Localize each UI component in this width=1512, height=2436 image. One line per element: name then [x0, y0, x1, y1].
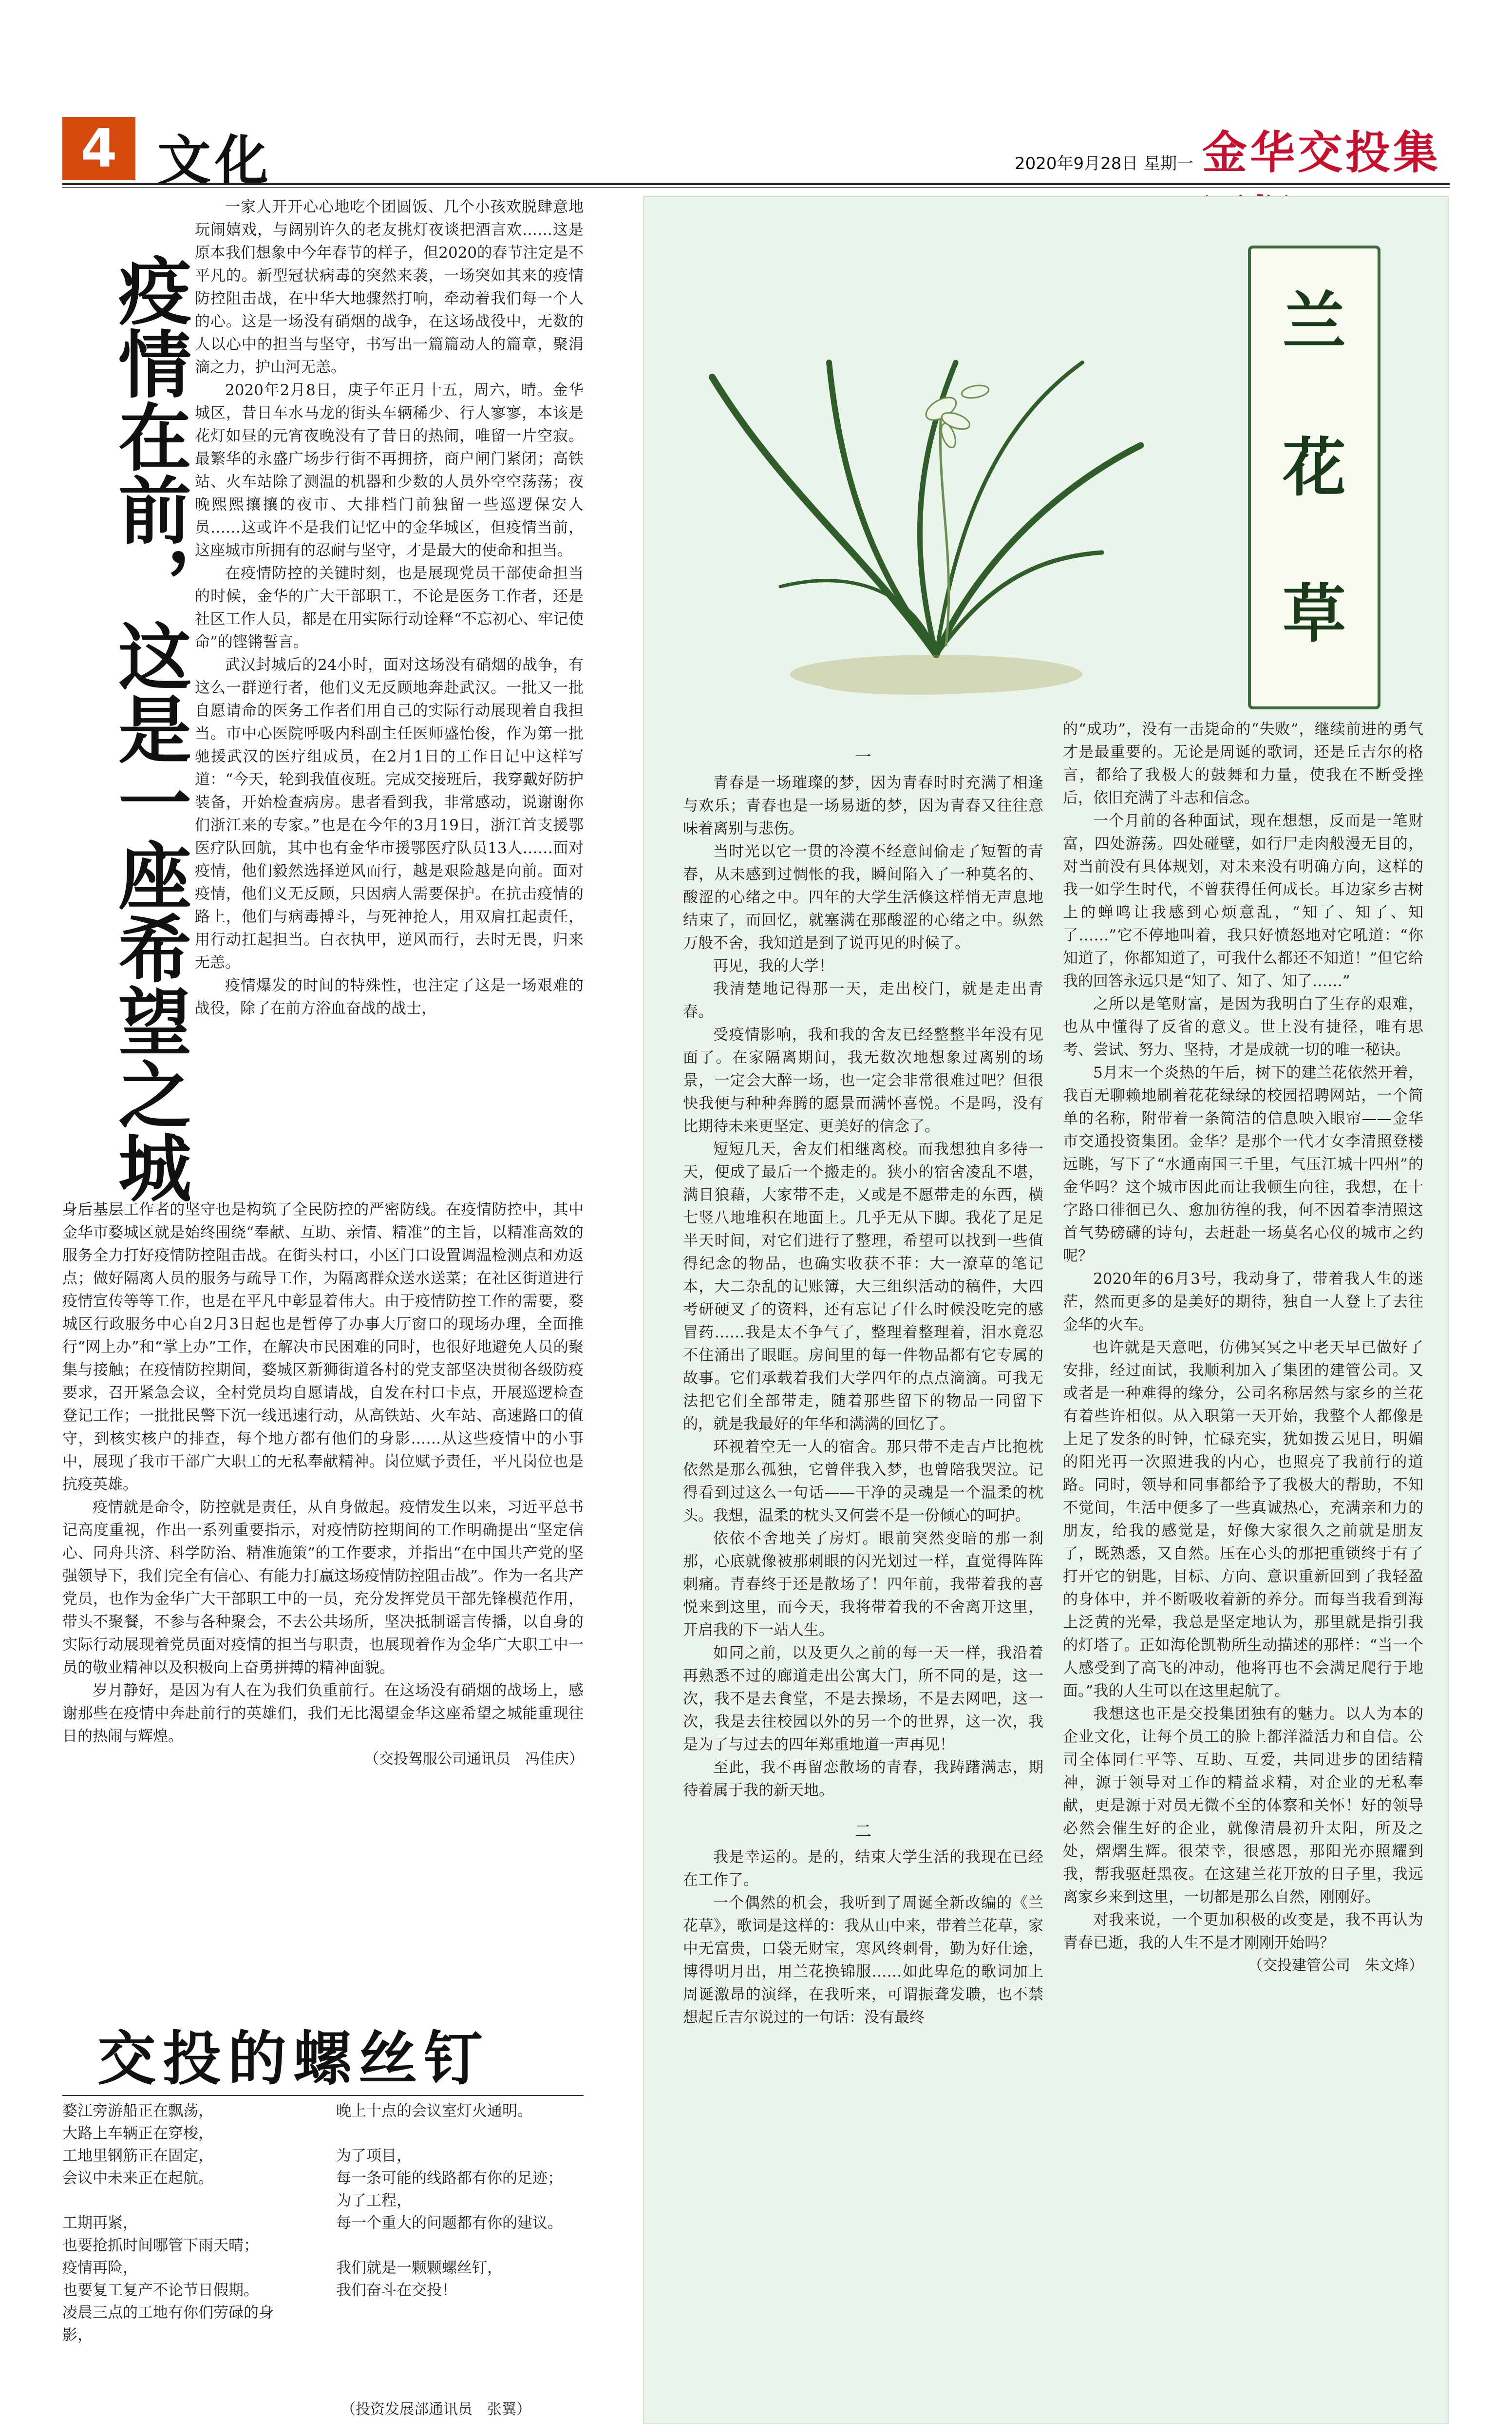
poem-line: 我们奋斗在交投！: [336, 2282, 457, 2299]
section-marker: 一: [855, 747, 871, 767]
paragraph: 当时光以它一贯的冷漠不经意间偷走了短暂的青春，从未感到过惆怅的我，瞬间陷入了一种莫名的、酸涩的心绪之中。四年的大学生活倏这样悄无声息地结束了，而回忆，就塞满在那酸涩的心绪之中。纵然万般不舍，我知道是到了说再见的时候了。: [683, 843, 1043, 952]
paragraph: 我想这也正是交投集团独有的魅力。以人为本的企业文化，让每个员工的脸上都洋溢活力和自信。公司全体同仁平等、互助、互爱，共同进步的团结精神，源于领导对工作的精益求精，对企业的无私奉献，更是源于对员无微不至的体察和关怀！好的领导必然会催生好的企业，就像清晨初升太阳，所及之处，熠熠生辉。很荣幸，很感恩，那阳光亦照耀到我，帮我驱赶黑夜。在这建兰花开放的日子里，我远离家乡来到这里，一切都是那么自然，刚刚好。: [1063, 1705, 1423, 1906]
publication-weekday: 星期一: [1144, 154, 1193, 173]
poem-line: 也要复工复产不论节日假期。: [62, 2282, 259, 2299]
paragraph: 受疫情影响，我和我的舍友已经整整半年没有见面了。在家隔离期间，我无数次地想象过离别的场景，一定会大醉一场，也一定会非常很难过吧？但很快我便与种种奔腾的愿景而满怀喜悦。不是吗，没有比期待未来更坚定、更美好的信念了。: [683, 1026, 1043, 1135]
paragraph: 在疫情防控的关键时刻，也是展现党员干部使命担当的时候，金华的广大干部职工，不论是医务工作者，还是社区工作人员，都是在用实际行动诠释“不忘初心、牢记使命”的铿锵誓言。: [195, 565, 584, 651]
page-number: 4: [62, 117, 135, 180]
poem-column-1: [62, 2100, 301, 2346]
paragraph: 如同之前，以及更久之前的每一天一样，我沿着再熟悉不过的廊道走出公寓大门，所不同的是，这一次，我不是去食堂，不是去操场，不是去网吧，这一次，我是去往校园以外的另一个的世界，这一次，我是为了与过去的四年郑重地道一声再见！: [683, 1644, 1043, 1753]
poem-line: [336, 2234, 575, 2257]
poem-line: 为了工程，: [336, 2192, 412, 2209]
paragraph: 之所以是笔财富，是因为我明白了生存的艰难，也从中懂得了反省的意义。世上没有捷径，唯有思考、尝试、努力、坚持，才是成就一切的唯一秘诀。: [1063, 995, 1423, 1059]
paragraph: 我清楚地记得那一天，走出校门，就是走出青春。: [683, 980, 1043, 1021]
orchid-illustration: [683, 216, 1170, 713]
poem-title: 交投的螺丝钉: [97, 2025, 489, 2093]
paragraph: 对我来说，一个更加积极的改变是，我不再认为青春已逝，我的人生不是才刚刚开始吗？: [1063, 1911, 1423, 1952]
paragraph: 疫情就是命令，防控就是责任，从自身做起。疫情发生以来，习近平总书记高度重视，作出一系列重要指示，对疫情防控期间的工作明确提出“坚定信心、同舟共济、科学防治、精准施策”的工作要求，并指出“在中国共产党的坚强领导下，我们完全有信心、有能力打赢这场疫情防控阻击战”。作为一名共产党员，也作为金华广大干部职工中的一员，充分发挥党员干部先锋模范作用，带头不聚餐，不参与各种聚会，不去公共场所，坚决抵制谣言传播，以自身的实际行动展现着党员面对疫情的担当与职责，也展现着作为金华广大职工中一员的敬业精神以及积极向上奋勇拼搏的精神面貌。: [62, 1499, 584, 1676]
paragraph: 环视着空无一人的宿舍。那只带不走吉卢比抱枕依然是那么孤独，它曾伴我入梦，也曾陪我哭泣。记得看到过这么一句话——干净的灵魂是一个温柔的枕头。我想，温柔的枕头又何尝不是一份倾心的呵护。: [683, 1438, 1043, 1524]
poem-line: 晚上十点的会议室灯火通明。: [336, 2102, 532, 2120]
poem-line: 工地里钢筋正在固定，: [62, 2147, 213, 2165]
story1-body-bottom: [62, 1199, 584, 1770]
section-marker: 二: [855, 1822, 871, 1841]
poem-line: 会议中未来正在起航。: [62, 2170, 213, 2187]
paragraph: 疫情爆发的时间的特殊性，也注定了这是一场艰难的战役，除了在前方浴血奋战的战士，: [195, 977, 584, 1017]
story1-title: 疫情在前，这是一座希望之城: [106, 253, 191, 1203]
poem-line: 婺江旁游船正在飘荡，: [62, 2102, 213, 2120]
poem-line: 凌晨三点的工地有你们劳碌的身影，: [62, 2304, 274, 2344]
masthead-rule: [62, 183, 1450, 185]
paragraph: 也许就是天意吧，仿佛冥冥之中老天早已做好了安排，经过面试，我顺利加入了集团的建管公司。又或者是一种难得的缘分，公司名称居然与家乡的兰花有着些许相似。从入职第一天开始，我整个人都像是上足了发条的时钟，忙碌充实，犹如拨云见日，明媚的阳光再一次照进我的内心，也照亮了我前行的道路。同时，领导和同事都给予了我极大的帮助，不知不觉间，生活中便多了一些真诚热心，充满亲和力的朋友，给我的感觉是，好像大家很久之前就是朋友了，既熟悉，又自然。压在心头的那把重锁终于有了打开它的钥匙，目标、方向、意识重新回到了我轻盈的身体中，并不断吸收着新的养分。而每当我看到海上泛黄的光晕，我总是坚定地认为，那里就是指引我的灯塔了。正如海伦凯勒所生动描述的那样：“当一个人感受到了高飞的冲动，他将再也不会满足爬行于地面。”我的人生可以在这里起航了。: [1063, 1339, 1423, 1700]
paragraph: 2020年2月8日，庚子年正月十五，周六，晴。金华城区，昔日车水马龙的街头车辆稀少、行人寥寥，本该是花灯如昼的元宵夜晚没有了昔日的热闹，唯留一片空寂。最繁华的永盛广场步行街不再拥挤，商户闸门紧闭；高铁站、火车站除了测温的机器和少数的人员外空空荡荡；夜晚熙熙攘攘的夜市、大排档门前独留一些巡逻保安人员……这或许不是我们记忆中的金华城区，但疫情当前，这座城市所拥有的忍耐与坚守，才是最大的使命和担当。: [195, 381, 584, 559]
title-char: 花: [1282, 430, 1346, 505]
paragraph: 身后基层工作者的坚守也是构筑了全民防控的严密防线。在疫情防控中，其中金华市婺城区就是始终围绕“奉献、互助、亲情、精准”的主旨，以精准高效的服务全力打好疫情防控阻击战。在街头村口，小区门口设置调温检测点和劝返点；做好隔离人员的服务与疏导工作，为隔离群众送水送菜；在社区街道进行疫情宣传等等工作，也是在平凡中彰显着伟大。由于疫情防控工作的需要，婺城区行政服务中心自2月3日起也是暂停了办事大厅窗口的现场办理，全面推行“网上办”和“掌上办”工作，在解决市民困难的同时，也很好地避免人员的聚集与接触；在疫情防控期间，婺城区新狮街道各村的党支部坚决贯彻各级防疫要求，召开紧急会议，全村党员均自愿请战，自发在村口卡点，开展巡逻检查登记工作；一批批民警下沉一线迅速行动，从高铁站、火车站、高速路口的值守，到核实核户的排查，每个地方都有他们的身影……从这些疫情中的小事中，展现了我市干部广大职工的无私奉献精神。岗位赋予责任，平凡岗位也是抗疫英雄。: [62, 1201, 584, 1493]
poem-line: 为了项目，: [336, 2147, 412, 2165]
paragraph: 武汉封城后的24小时，面对这场没有硝烟的战争，有这么一群逆行者，他们义无反顾地奔赴武汉。一批又一批自愿请命的医务工作者们用自己的实际行动展现着自我担当。市中心医院呼吸内科副主任医师盛怡俊，作为第一批驰援武汉的医疗组成员，在2月1日的工作日记中这样写道：“今天，轮到我值夜班。完成交接班后，我穿戴好防护装备，开始检查病房。患者看到我，非常感动，说谢谢你们浙江来的专家。”也是在今年的3月19日，浙江首支援鄂医疗队回航，其中也有金华市援鄂医疗队员13人……面对疫情，他们毅然选择逆风而行，越是艰险越是向前。面对疫情，他们义无反顾，只因病人需要保护。在抗击疫情的路上，他们与病毒搏斗，与死神抢人，用双肩扛起责任，用行动扛起担当。白衣执甲，逆风而行，去时无畏，归来无恙。: [195, 656, 584, 971]
paragraph: 2020年的6月3号，我动身了，带着我人生的迷茫，然而更多的是美好的期待，独自一人登上了去往金华的火车。: [1063, 1270, 1423, 1333]
newspaper-name: 金华交投集: [1202, 126, 1441, 179]
paragraph: 再见，我的大学！: [713, 957, 834, 975]
paragraph: 一个偶然的机会，我听到了周诞全新改编的《兰花草》，歌词是这样的：我从山中来，带着兰花草，家中无富贵，口袋无财宝，寒风终刺骨，勤为好仕途，博得明月出，用兰花换锦服……如此卑危的歌词加上周诞激昂的演绎，在我听来，可谓振聋发聩，也不禁想起丘吉尔说过的一句话：没有最终: [683, 1894, 1043, 2026]
paragraph: 青春是一场璀璨的梦，因为青春时时充满了相逢与欢乐；青春也是一场易逝的梦，因为青春又往往意味着离别与悲伤。: [683, 774, 1043, 837]
paragraph: 岁月静好，是因为有人在为我们负重前行。在这场没有硝烟的战场上，感谢那些在疫情中奔赴前行的英雄们，我们无比渴望金华这座希望之城能重现往日的热闹与辉煌。: [62, 1682, 584, 1745]
masthead: [62, 97, 1450, 192]
poem-line: 疫情再险，: [62, 2259, 138, 2277]
title-char: 草: [1282, 576, 1346, 651]
story2-column-2: [1063, 718, 1423, 1977]
paragraph: 短短几天，舍友们相继离校。而我想独自多待一天，便成了最后一个搬走的。狭小的宿舍凌乱不堪，满目狼藉，大家带不走，又或是不愿带走的东西，横七竖八地堆积在地面上。几乎无从下脚。我花了足足半天时间，对它们进行了整理，希望可以找到一些值得纪念的物品，也确实收获不菲：大一潦草的笔记本，大二杂乱的记账簿，大三组织活动的稿件，大四考研硬叉了的资料，还有忘记了什么时候没吃完的感冒药……我是太不争气了，整理着整理着，泪水竟忍不住涌出了眼眶。房间里的每一件物品都有它专属的故事。它们承载着我们大学四年的点点滴滴。可我无法把它们全部带走，随着那些留下的物品一同留下的，就是我最好的年华和满满的回忆了。: [683, 1141, 1043, 1433]
story2-column-1: [683, 742, 1043, 2029]
story2-title-tag: [1248, 246, 1380, 709]
paragraph: 的“成功”，没有一击毙命的“失败”，继续前进的勇气才是最重要的。无论是周诞的歌词，还是丘吉尔的格言，都给了我极大的鼓舞和力量，使我在不断受挫后，依旧充满了斗志和信念。: [1063, 721, 1423, 807]
paragraph: 至此，我不再留恋散场的青春，我踌躇满志，期待着属于我的新天地。: [683, 1759, 1043, 1799]
poem-byline: （投资发展部通讯员 张翼）: [341, 2401, 531, 2418]
story1-byline: （交投驾服公司通讯员 冯佳庆）: [364, 1751, 584, 1768]
title-char: 兰: [1282, 284, 1346, 359]
poem-line: 也要抢抓时间哪管下雨天晴；: [62, 2237, 259, 2254]
masthead-rule-thin: [62, 187, 1450, 188]
publication-date: 2020年9月28日: [1015, 154, 1138, 173]
poem-line: 大路上车辆正在穿梭，: [62, 2125, 213, 2142]
paragraph: 一家人开开心心地吃个团圆饭、几个小孩欢脱肆意地玩闹嬉戏，与阔别许久的老友挑灯夜谈把酒言欢……这是原本我们想象中今年春节的样子，但2020的春节注定是不平凡的。新型冠状病毒的突然来袭，一场突如其来的疫情防控阻击战，在中华大地骤然打响，牵动着我们每一个人的心。这是一场没有硝烟的战争，在这场战役中，无数的人以心中的担当与坚守，书写出一篇篇动人的篇章，聚涓滴之力，护山河无恙。: [195, 198, 584, 376]
paragraph: 依依不舍地关了房灯。眼前突然变暗的那一刹那，心底就像被那刺眼的闪光划过一样，直觉得阵阵刺痛。青春终于还是散场了！四年前，我带着我的喜悦来到这里，而今天，我将带着我的不舍离开这里，开启我的下一站人生。: [683, 1530, 1043, 1639]
poem-column-2: [336, 2100, 575, 2302]
poem-line: 我们就是一颗颗螺丝钉，: [336, 2259, 502, 2277]
section-title: 文化: [157, 130, 272, 192]
story2-byline: （交投建管公司 朱文烽）: [1248, 1957, 1423, 1974]
poem-rule: [62, 2095, 584, 2096]
story2-panel: [643, 196, 1449, 2424]
paragraph: 我是幸运的。是的，结束大学生活的我现在已经在工作了。: [683, 1848, 1043, 1889]
story1-body-top: [195, 196, 584, 1020]
paragraph: 5月末一个炎热的午后，树下的建兰花依然开着，我百无聊赖地刷着花花绿绿的校园招聘网站，一个简单的名称，附带着一条简洁的信息映入眼帘——金华市交通投资集团。金华？是那个一代才女李清照登楼远眺，写下了“水通南国三千里，气压江城十四州”的金华吗？这个城市因此而让我顿生向往，我想，在十字路口徘徊已久、愈加彷徨的我，何不因着李清照这首气势磅礴的诗句，去赶赴一场莫名心仪的城市之约呢？: [1063, 1064, 1423, 1265]
paragraph: 一个月前的各种面试，现在想想，反而是一笔财富，四处游荡。四处碰壁，如行尸走肉般漫无目的，对当前没有具体规划，对未来没有明确方向，这样的我一如学生时代，不曾获得任何成长。耳边家乡古树上的蝉鸣让我感到心烦意乱，“知了、知了、知了……”它不停地叫着，我只好愤怒地对它吼道：“你知道了，你都知道了，可我什么都还不知道！”但它给我的回答永远只是“知了、知了、知了……”: [1063, 812, 1423, 990]
poem-line: [336, 2122, 575, 2145]
poem-line: [62, 2189, 301, 2212]
poem-line: 每一个重大的问题都有你的建议。: [336, 2214, 563, 2232]
poem-line: 每一条可能的线路都有你的足迹；: [336, 2170, 563, 2187]
poem-line: 工期再紧，: [62, 2214, 138, 2232]
